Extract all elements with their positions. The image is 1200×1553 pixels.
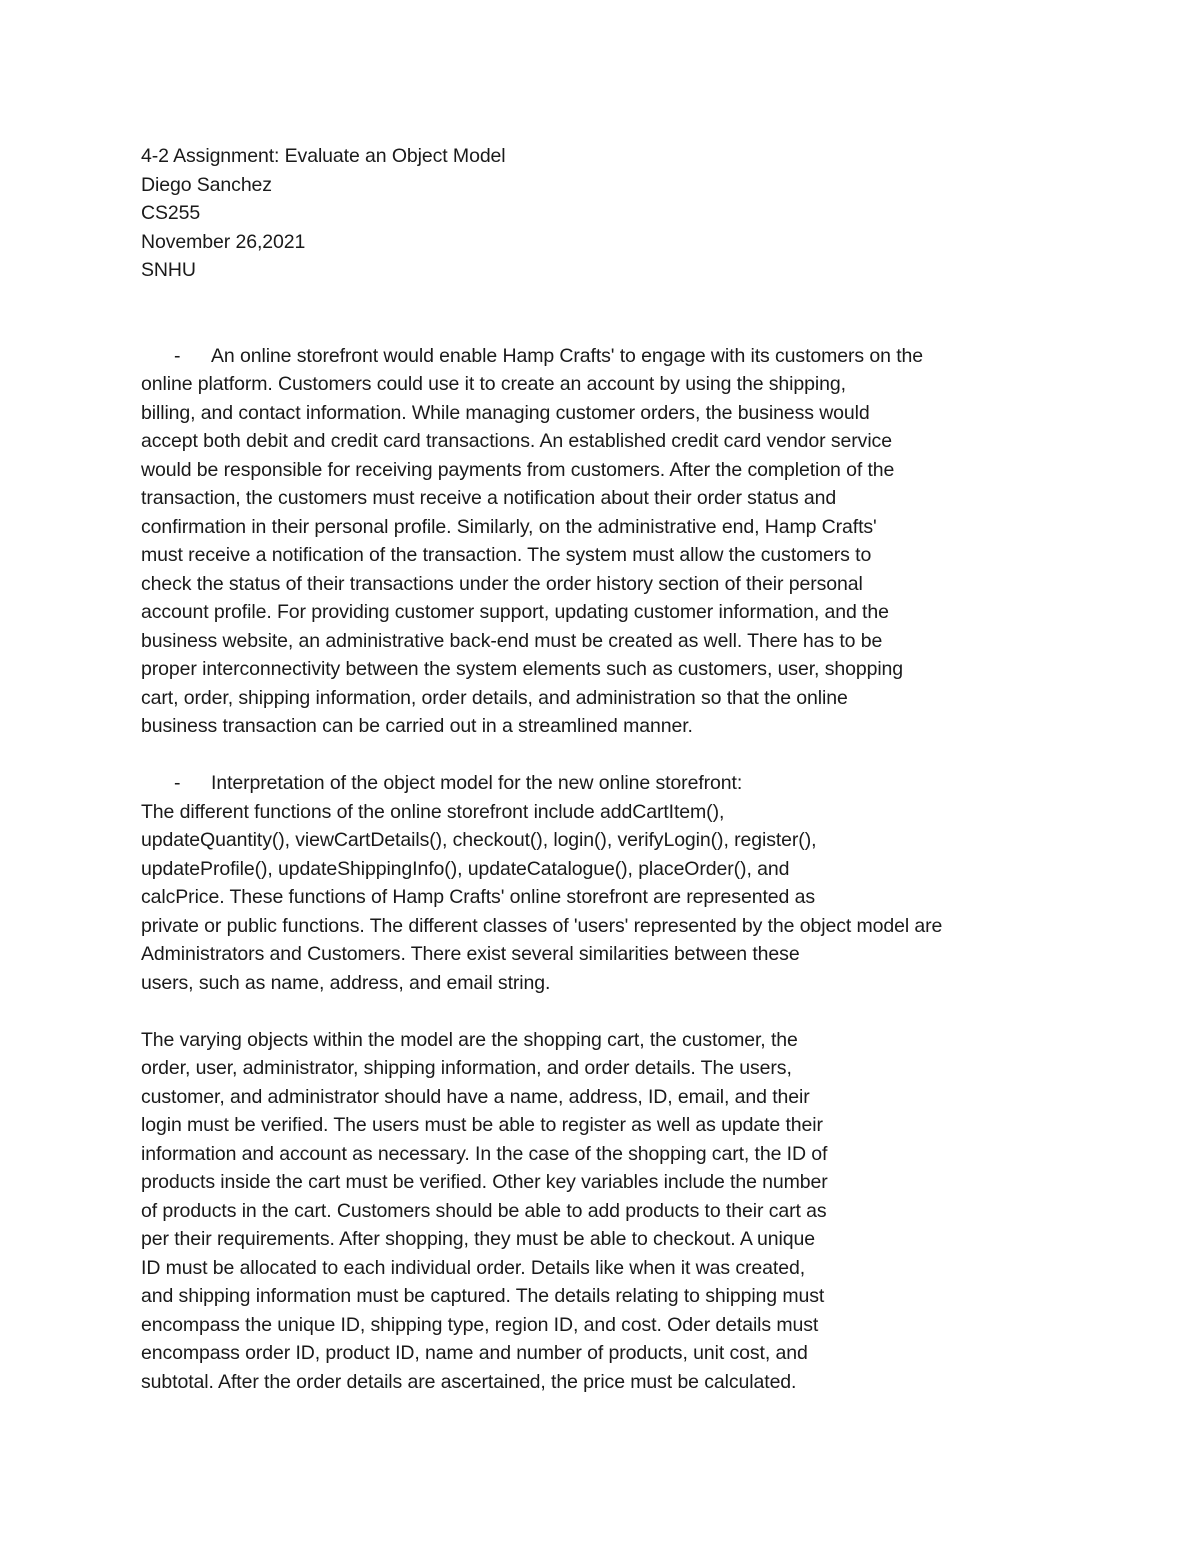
document-date: November 26,2021 bbox=[141, 230, 306, 253]
paragraph-line: updateProfile(), updateShippingInfo(), updateCatalogue(), placeOrder(), and bbox=[141, 857, 790, 880]
paragraph-line: An online storefront would enable Hamp Crafts' to engage with its customers on the bbox=[211, 344, 923, 367]
paragraph-line: The varying objects within the model are the shopping cart, the customer, the bbox=[141, 1028, 798, 1051]
paragraph-line: encompass order ID, product ID, name and number of products, unit cost, and bbox=[141, 1342, 808, 1364]
paragraph-line: would be responsible for receiving payments from customers. After the completion of the bbox=[141, 458, 895, 481]
school-name: SNHU bbox=[141, 259, 196, 281]
paragraph-line: business website, an administrative back-end must be created as well. There has to be bbox=[141, 629, 883, 652]
section-storefront-overview bbox=[141, 342, 1141, 741]
paragraph-line: subtotal. After the order details are ascertained, the price must be calculated. bbox=[141, 1370, 797, 1393]
paragraph-line: Administrators and Customers. There exist several similarities between these bbox=[141, 943, 800, 965]
paragraph-line: login must be verified. The users must be able to register as well as update their bbox=[141, 1114, 823, 1136]
list-item bbox=[141, 769, 1141, 798]
paragraph-line: customer, and administrator should have a name, address, ID, email, and their bbox=[141, 1085, 810, 1108]
paragraph-line: Interpretation of the object model for the new online storefront: bbox=[211, 772, 743, 794]
bullet-dash: - bbox=[174, 772, 181, 794]
paragraph-line: business transaction can be carried out in a streamlined manner. bbox=[141, 715, 693, 737]
paragraph-line: private or public functions. The different classes of 'users' represented by the object model are bbox=[141, 914, 943, 937]
section-object-model-interpretation bbox=[141, 769, 1141, 997]
paragraph-line: must receive a notification of the transaction. The system must allow the customers to bbox=[141, 544, 872, 566]
paragraph-line: per their requirements. After shopping, they must be able to checkout. A unique bbox=[141, 1228, 815, 1250]
paragraph-line: users, such as name, address, and email string. bbox=[141, 971, 551, 994]
paragraph-line: updateQuantity(), viewCartDetails(), checkout(), login(), verifyLogin(), register(), bbox=[141, 829, 817, 851]
assignment-title: 4-2 Assignment: Evaluate an Object Model bbox=[141, 145, 506, 167]
document-header bbox=[141, 142, 1141, 285]
paragraph-line: transaction, the customers must receive a notification about their order status and bbox=[141, 487, 837, 509]
author-name: Diego Sanchez bbox=[141, 173, 272, 196]
paragraph-line: cart, order, shipping information, order details, and administration so that the online bbox=[141, 686, 848, 709]
spacer bbox=[141, 997, 1141, 1026]
paragraph-line: calcPrice. These functions of Hamp Crafts' online storefront are represented as bbox=[141, 886, 815, 908]
section-varying-objects bbox=[141, 1026, 1141, 1397]
spacer bbox=[141, 285, 1141, 342]
paragraph-line: order, user, administrator, shipping information, and order details. The users, bbox=[141, 1057, 792, 1079]
paragraph-line: ID must be allocated to each individual order. Details like when it was created, bbox=[141, 1256, 806, 1279]
list-item bbox=[141, 342, 1141, 371]
course-code: CS255 bbox=[141, 202, 201, 224]
paragraph-line: of products in the cart. Customers should be able to add products to their cart as bbox=[141, 1199, 827, 1222]
paragraph-line: products inside the cart must be verified. Other key variables include the number bbox=[141, 1171, 828, 1193]
paragraph-line: confirmation in their personal profile. Similarly, on the administrative end, Hamp Crafts' bbox=[141, 515, 877, 538]
paragraph-line: encompass the unique ID, shipping type, region ID, and cost. Oder details must bbox=[141, 1313, 819, 1336]
paragraph-line: information and account as necessary. In the case of the shopping cart, the ID of bbox=[141, 1142, 828, 1165]
paragraph-line: and shipping information must be captured. The details relating to shipping must bbox=[141, 1285, 825, 1307]
document-content bbox=[141, 142, 1141, 1396]
bullet-dash: - bbox=[174, 344, 181, 367]
paragraph-line: account profile. For providing customer support, updating customer information, and the bbox=[141, 601, 889, 623]
paragraph-line: proper interconnectivity between the system elements such as customers, user, shopping bbox=[141, 658, 904, 680]
paragraph-line: check the status of their transactions under the order history section of their personal bbox=[141, 572, 863, 595]
paragraph-line: billing, and contact information. While managing customer orders, the business would bbox=[141, 401, 870, 424]
paragraph-line: accept both debit and credit card transactions. An established credit card vendor service bbox=[141, 430, 892, 452]
paragraph-line: online platform. Customers could use it to create an account by using the shipping, bbox=[141, 373, 846, 395]
spacer bbox=[141, 741, 1141, 770]
paragraph-line: The different functions of the online storefront include addCartItem(), bbox=[141, 800, 725, 823]
